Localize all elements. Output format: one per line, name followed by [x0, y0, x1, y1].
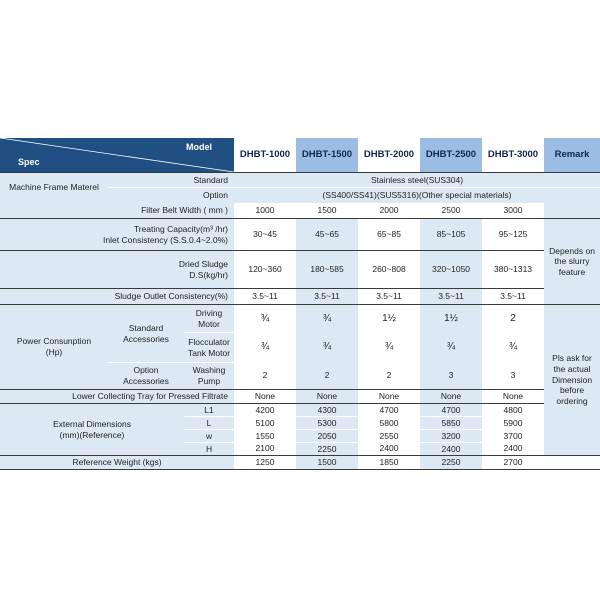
sludge-outlet-value: 3.5~11 [482, 289, 544, 305]
option-accessories-label [108, 363, 184, 390]
treating-value: 30~45 [234, 219, 296, 251]
treating-value: 85~105 [420, 219, 482, 251]
flocculator-1: Flocculator [188, 336, 230, 347]
flocculator-value: ¾ [234, 333, 296, 363]
treating-label-1: Treating Capacity(m³ /hr) [133, 223, 229, 234]
dried-sludge-label-1: Dried Sludge [178, 258, 229, 269]
flocculator-label [184, 333, 234, 363]
washing-pump-value: 3 [420, 363, 482, 390]
dimension-value: 5850 [420, 417, 482, 430]
washing-pump-value: 2 [358, 363, 420, 390]
dimensions-label [0, 404, 184, 456]
treating-label [0, 219, 234, 251]
model-header-4: DHBT-2500 [420, 138, 482, 173]
filter-belt-label: Filter Belt Width ( mm ) [0, 203, 234, 219]
driving-motor-row [0, 305, 600, 333]
model-header-5: DHBT-3000 [482, 138, 544, 173]
dimension-value: 2100 [234, 443, 296, 456]
remark-dimension-2: the actual [553, 364, 591, 375]
filter-belt-value: 2500 [420, 203, 482, 219]
driving-motor-value: 2 [482, 305, 544, 333]
model-spec-corner [0, 138, 234, 173]
driving-motor-label [184, 305, 234, 333]
remark-header: Remark [544, 138, 600, 173]
dimension-value: 5900 [482, 417, 544, 430]
dried-sludge-row [0, 251, 600, 289]
sludge-outlet-value: 3.5~11 [358, 289, 420, 305]
driving-motor-value: 1½ [420, 305, 482, 333]
driving-motor-value: 1½ [358, 305, 420, 333]
washing-pump-label [184, 363, 234, 390]
dimension-value: 2400 [358, 443, 420, 456]
remark-empty [544, 456, 600, 470]
treating-value: 45~65 [296, 219, 358, 251]
lower-tray-value: None [296, 390, 358, 404]
dimension-key: L [184, 417, 234, 430]
frame-label: Machine Frame Materel [0, 173, 108, 203]
dimension-key: w [184, 430, 234, 443]
dimension-key: L1 [184, 404, 234, 417]
dried-sludge-value: 260~808 [358, 251, 420, 289]
washing-pump-2: Pump [197, 376, 221, 386]
dimension-value: 2400 [420, 443, 482, 456]
treating-value: 65~85 [358, 219, 420, 251]
dimension-value: 3700 [482, 430, 544, 443]
treating-value: 95~125 [482, 219, 544, 251]
weight-value: 1250 [234, 456, 296, 470]
dried-sludge-value: 320~1050 [420, 251, 482, 289]
filter-belt-value: 1000 [234, 203, 296, 219]
lower-tray-value: None [482, 390, 544, 404]
weight-label: Reference Weight (kgs) [0, 456, 234, 470]
driving-motor-2: Motor [198, 318, 220, 329]
dried-sludge-label-2: D.S(kg/hr) [189, 269, 229, 280]
dimension-value: 4700 [358, 404, 420, 417]
dimension-value: 5300 [296, 417, 358, 430]
sludge-outlet-label: Sludge Outlet Consistency(%) [0, 289, 234, 305]
header-row [0, 138, 600, 173]
lower-tray-value: None [420, 390, 482, 404]
flocculator-2: Tank Motor [187, 347, 231, 358]
washing-pump-value: 2 [234, 363, 296, 390]
washing-pump-value: 3 [482, 363, 544, 390]
dimension-value: 2400 [482, 443, 544, 456]
weight-value: 2250 [420, 456, 482, 470]
remark-dimension-4: before [559, 385, 585, 396]
lower-tray-label: Lower Collecting Tray for Pressed Filtrate [0, 390, 234, 404]
model-header-1: DHBT-1000 [234, 138, 296, 173]
filter-belt-value: 2000 [358, 203, 420, 219]
frame-option-value: (SS400/SS41)(SUS5316)(Other special materials) [234, 188, 600, 203]
dimension-value: 3200 [420, 430, 482, 443]
sludge-outlet-row [0, 289, 600, 305]
weight-value: 1850 [358, 456, 420, 470]
option-accessories-2: Accessories [123, 376, 169, 386]
dimension-value: 1550 [234, 430, 296, 443]
frame-option-label: Option [108, 188, 234, 203]
dimensions-label-1: External Dimensions [53, 418, 131, 429]
flocculator-value: ¾ [296, 333, 358, 363]
dimension-value: 4800 [482, 404, 544, 417]
lower-tray-row [0, 390, 600, 404]
option-accessories-1: Option [133, 365, 159, 376]
treating-label-2: Inlet Consistency (S.S.0.4~2.0%) [103, 234, 229, 245]
sludge-outlet-value: 3.5~11 [296, 289, 358, 305]
flocculator-value: ¾ [358, 333, 420, 363]
remark-slurry-2: the slurry [554, 256, 590, 267]
washing-pump-value: 2 [296, 363, 358, 390]
remark-dimension [544, 305, 600, 456]
washing-pump-1: Washing [192, 365, 226, 376]
dimension-key: H [184, 443, 234, 456]
filter-belt-value: 1500 [296, 203, 358, 219]
flocculator-value: ¾ [482, 333, 544, 363]
dimension-value: 2050 [296, 430, 358, 443]
frame-standard-value: Stainless steel(SUS304) [234, 173, 600, 188]
spec-table [0, 138, 600, 470]
standard-accessories-2: Accessories [123, 333, 169, 344]
remark-dimension-1: Pls ask for [552, 353, 592, 364]
driving-motor-1: Driving [195, 307, 223, 318]
remark-slurry-1: Depends on [549, 245, 595, 256]
standard-accessories-1: Standard [128, 322, 164, 333]
driving-motor-value: ¾ [296, 305, 358, 333]
spec-label: Spec [18, 156, 40, 167]
dimension-row-l1 [0, 404, 600, 417]
power-label-1: Power Consunption [16, 336, 92, 347]
dimension-value: 2250 [296, 443, 358, 456]
dimensions-label-2: (mm)(Reference) [59, 429, 125, 440]
standard-accessories-label [108, 305, 184, 363]
weight-row [0, 456, 600, 470]
model-header-3: DHBT-2000 [358, 138, 420, 173]
dimension-value: 2550 [358, 430, 420, 443]
model-label: Model [186, 142, 213, 152]
frame-standard-row [0, 173, 600, 188]
dimension-value: 4300 [296, 404, 358, 417]
weight-value: 1500 [296, 456, 358, 470]
driving-motor-value: ¾ [234, 305, 296, 333]
dried-sludge-value: 380~1313 [482, 251, 544, 289]
weight-value: 2700 [482, 456, 544, 470]
dimension-value: 5800 [358, 417, 420, 430]
remark-empty [544, 203, 600, 219]
power-label-2: (Hp) [45, 347, 63, 357]
filter-belt-row [0, 203, 600, 219]
power-label [0, 305, 108, 390]
sludge-outlet-value: 3.5~11 [234, 289, 296, 305]
remark-dimension-5: ordering [556, 395, 588, 406]
filter-belt-value: 3000 [482, 203, 544, 219]
model-header-2: DHBT-1500 [296, 138, 358, 173]
lower-tray-value: None [358, 390, 420, 404]
remark-slurry [544, 219, 600, 305]
frame-standard-label: Standard [108, 173, 234, 188]
dried-sludge-label [0, 251, 234, 289]
dimension-value: 5100 [234, 417, 296, 430]
dimension-value: 4700 [420, 404, 482, 417]
treating-row [0, 219, 600, 251]
lower-tray-value: None [234, 390, 296, 404]
flocculator-value: ¾ [420, 333, 482, 363]
sludge-outlet-value: 3.5~11 [420, 289, 482, 305]
remark-slurry-3: feature [558, 266, 586, 277]
dimension-value: 4200 [234, 404, 296, 417]
dried-sludge-value: 180~585 [296, 251, 358, 289]
dried-sludge-value: 120~360 [234, 251, 296, 289]
remark-dimension-3: Dimension [551, 374, 593, 385]
